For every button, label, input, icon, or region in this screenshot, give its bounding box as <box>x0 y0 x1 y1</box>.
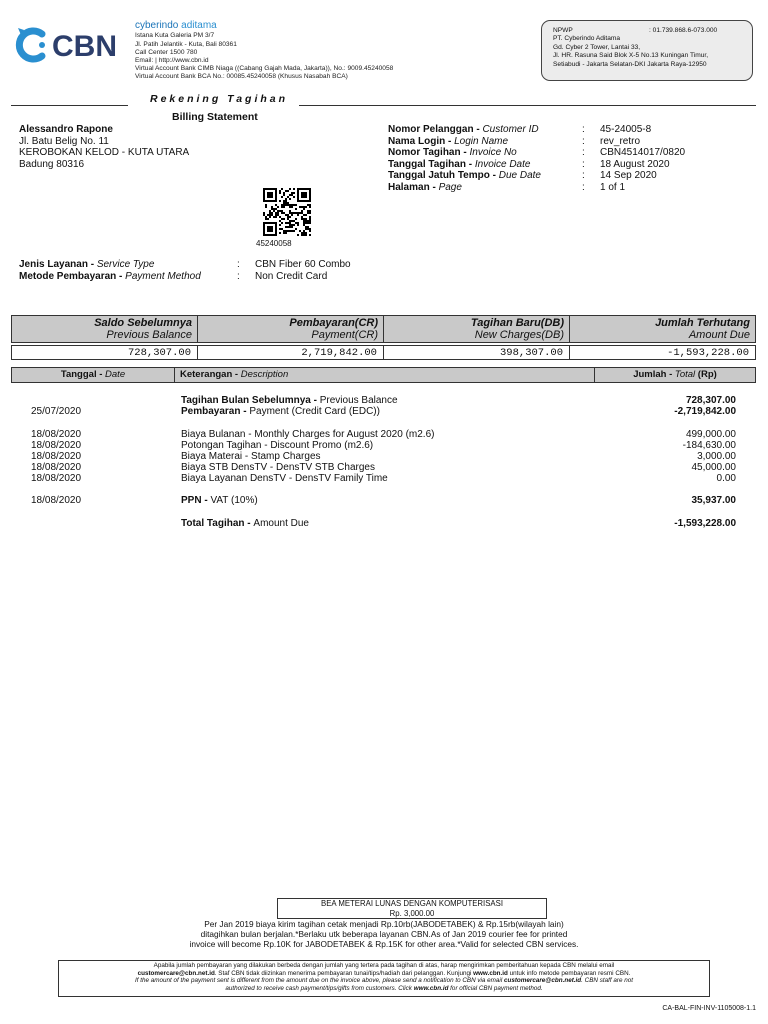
info-label: Halaman - Page <box>388 181 462 193</box>
row-description: Pembayaran - Payment (Credit Card (EDC)) <box>181 406 380 417</box>
row-date: 18/08/2020 <box>31 440 82 451</box>
npwp-line: Gd. Cyber 2 Tower, Lantai 33, <box>553 43 641 51</box>
info-colon: : <box>582 158 585 170</box>
qr-number: 45240058 <box>256 239 292 248</box>
npwp-value: : 01.739.868.6-073.000 <box>649 27 718 34</box>
company-address-line: Call Center 1500 780 <box>135 49 198 56</box>
detail-header-date: Tanggal - Date <box>12 368 175 382</box>
disclaimer-line: Apabila jumlah pembayaran yang dilakukan berbeda dengan jumlah yang tertera pada tagihan di atas, harap mengirimkan pemberitahuan kepada CBN melalui email <box>153 962 615 969</box>
stamp-duty-box <box>277 898 547 919</box>
npwp-label: NPWP <box>553 27 573 34</box>
row-date: 18/08/2020 <box>31 462 82 473</box>
info-colon: : <box>582 170 585 181</box>
cbn-logo <box>12 22 124 66</box>
detail-header-amount: Jumlah - Total (Rp) <box>633 369 717 380</box>
summary-values <box>11 345 756 360</box>
row-amount: 0.00 <box>716 473 736 484</box>
info-value: CBN4514017/0820 <box>600 147 686 158</box>
row-description: Tagihan Bulan Sebelumnya - Previous Balance <box>181 395 398 406</box>
title-rule-left <box>11 105 128 106</box>
billing-title: Billing Statement <box>172 111 258 123</box>
summary-header-cell: Tagihan Baru(DB) New Charges(DB) <box>384 316 570 342</box>
row-description: Potongan Tagihan - Discount Promo (m2.6) <box>181 440 374 451</box>
courier-note: Per Jan 2019 biaya kirim tagihan cetak menjadi Rp.10rb(JABODETABEK) & Rp.15rb(wilayah lain) <box>204 919 564 929</box>
info-value: 18 August 2020 <box>600 158 670 170</box>
row-amount: 3,000.00 <box>697 451 736 462</box>
customer-address: KEROBOKAN KELOD - KUTA UTARA <box>19 147 190 158</box>
info-value: rev_retro <box>600 135 641 147</box>
summary-value: 2,719,842.00 <box>198 346 384 359</box>
summary-header-cell: Jumlah Terhutang Amount Due <box>655 317 750 341</box>
service-label: Jenis Layanan - Service Type <box>19 259 155 270</box>
customer-address: Jl. Batu Belig No. 11 <box>19 135 109 147</box>
row-amount: -184,630.00 <box>682 440 736 451</box>
email-link[interactable]: customercare@cbn.net.id <box>503 977 582 985</box>
info-value: 1 of 1 <box>600 181 626 193</box>
info-label: Tanggal Jatuh Tempo - Due Date <box>388 170 541 181</box>
info-label: Nomor Tagihan - Invoice No <box>388 147 517 158</box>
form-code: CA-BAL-FIN-INV-1105008-1.1 <box>662 1005 756 1012</box>
stamp-duty-line: BEA METERAI LUNAS DENGAN KOMPUTERISASI <box>321 899 503 908</box>
website-link[interactable]: www.cbn.id <box>413 984 449 992</box>
row-description: Biaya STB DensTV - DensTV STB Charges <box>181 462 375 473</box>
disclaimer-line: authorized to receive cash payment/tips/gifts from customers. Click www.cbn.id for official CBN payment method. <box>225 984 543 992</box>
row-amount: 499,000.00 <box>685 429 736 440</box>
npwp-line: Setiabudi - Jakarta Selatan-DKI Jakarta Raya-12950 <box>553 60 707 68</box>
disclaimer-line: customercare@cbn.net.id. Staf CBN tidak diizinkan menerima pembayaran tunai/tips/hadiah dari pelanggan. Kunjungi www.cbn.id untuk info metode pembayaran resmi CBN. <box>137 969 631 977</box>
row-description: Total Tagihan - Amount Due <box>181 518 309 529</box>
info-colon: : <box>582 124 585 135</box>
company-address-line: Jl. Patih Jelantik - Kuta, Bali 80361 <box>135 41 237 48</box>
summary-value: 398,307.00 <box>384 346 570 359</box>
row-amount: 45,000.00 <box>691 462 736 473</box>
summary-header-cell: Saldo Sebelumnya Previous Balance <box>12 316 198 342</box>
company-name: cyberindo aditama <box>135 20 217 31</box>
website-link[interactable]: www.cbn.id <box>473 969 508 977</box>
row-date: 18/08/2020 <box>31 451 82 462</box>
row-description: PPN - VAT (10%) <box>181 495 258 506</box>
detail-header <box>11 367 756 383</box>
row-description: Biaya Layanan DensTV - DensTV Family Time <box>181 473 388 484</box>
company-address-line: Virtual Account Bank CIMB Niaga ((Cabang Gajah Mada, Jakarta)), No.: 9009.45240058 <box>135 65 394 72</box>
row-date: 25/07/2020 <box>31 406 82 417</box>
npwp-line: Jl. HR. Rasuna Said Blok X-5 No.13 Kuningan Timur, <box>553 52 709 60</box>
info-value: 45-24005-8 <box>600 124 652 135</box>
summary-header-cell: Pembayaran(CR) Payment(CR) <box>198 316 384 342</box>
info-label: Nomor Pelanggan - Customer ID <box>388 124 539 135</box>
info-value: 14 Sep 2020 <box>600 170 657 181</box>
disclaimer-line: If the amount of the payment sent is different from the amount due on the invoice above, please send a notification to CBN via email customercare@cbn.net.id. CBN staff are not <box>135 977 633 985</box>
service-colon: : <box>237 270 240 282</box>
row-description: Biaya Bulanan - Monthly Charges for August 2020 (m2.6) <box>181 429 435 440</box>
service-colon: : <box>237 259 240 270</box>
courier-note: ditagihkan bulan berjalan.*Berlaku utk beberapa layanan CBN.As of Jan 2019 courier fee for printed <box>200 929 568 939</box>
npwp-line: PT. Cyberindo Aditama <box>553 35 621 43</box>
info-colon: : <box>582 147 585 158</box>
detail-header-description: Keterangan - Description <box>175 368 595 382</box>
summary-header <box>11 315 756 343</box>
company-address-line: Email: | http://www.cbn.id <box>135 57 209 64</box>
info-label: Tanggal Tagihan - Invoice Date <box>388 158 531 170</box>
row-amount: 728,307.00 <box>685 395 736 406</box>
stamp-duty-amount: Rp. 3,000.00 <box>389 908 435 918</box>
company-address-line: Virtual Account Bank BCA No.: 00085.45240058 (Khusus Nasabah BCA) <box>135 73 348 80</box>
row-amount: -2,719,842.00 <box>674 406 736 417</box>
npwp-box <box>541 20 753 81</box>
disclaimer-box <box>58 960 710 997</box>
qr-code <box>263 188 311 236</box>
info-colon: : <box>582 135 585 147</box>
customer-address: Badung 80316 <box>19 158 85 170</box>
title-rule-right <box>299 105 756 106</box>
summary-value: 728,307.00 <box>12 346 198 359</box>
row-amount: -1,593,228.00 <box>674 518 736 529</box>
email-link[interactable]: customercare@cbn.net.id <box>137 969 215 977</box>
logo-text: CBN <box>52 30 117 63</box>
info-label: Nama Login - Login Name <box>388 135 509 147</box>
row-date: 18/08/2020 <box>31 429 82 440</box>
rekening-title: Rekening Tagihan <box>150 93 289 105</box>
courier-note: invoice will become Rp.10K for JABODETABEK & Rp.15K for other area.*Valid for selected CBN services. <box>189 939 579 949</box>
row-description: Biaya Materai - Stamp Charges <box>181 451 321 462</box>
service-label: Metode Pembayaran - Payment Method <box>19 270 201 282</box>
customer-name: Alessandro Rapone <box>19 124 113 135</box>
service-value: CBN Fiber 60 Combo <box>255 259 351 270</box>
summary-value: -1,593,228.00 <box>667 347 749 359</box>
row-amount: 35,937.00 <box>691 495 736 506</box>
row-date: 18/08/2020 <box>31 495 82 506</box>
company-address-line: Istana Kuta Galeria PM 3/7 <box>135 32 215 39</box>
row-date: 18/08/2020 <box>31 473 82 484</box>
service-value: Non Credit Card <box>255 270 328 282</box>
info-colon: : <box>582 181 585 193</box>
